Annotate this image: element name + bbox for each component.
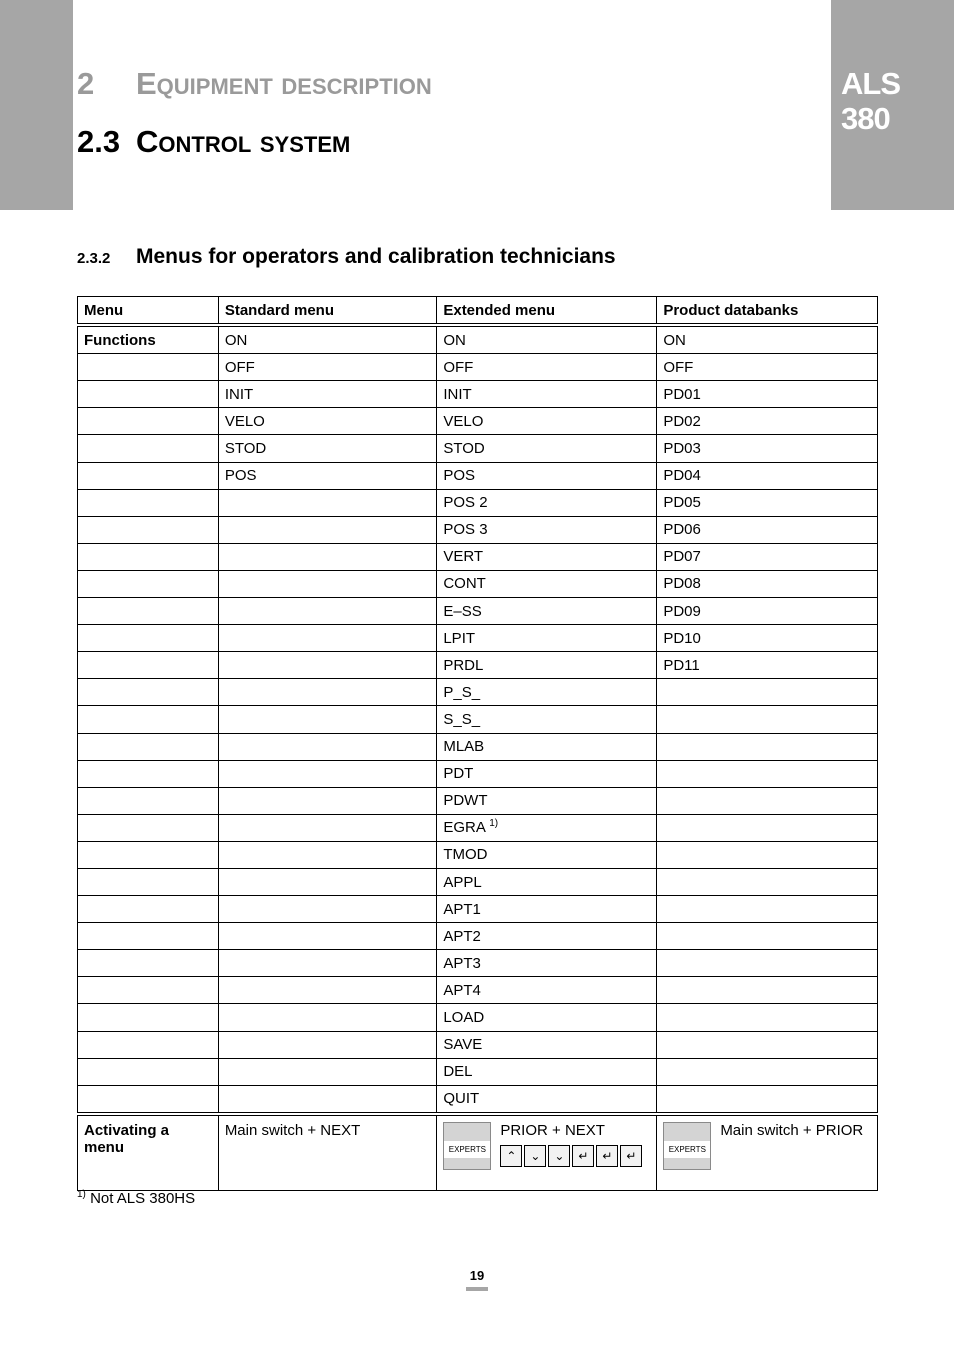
table-row — [78, 543, 878, 570]
databank-cell-text: PD06 — [663, 521, 701, 539]
databank-cell — [657, 679, 878, 706]
extended-menu-cell-text: PDWT — [443, 792, 488, 810]
standard-menu-cell — [218, 408, 437, 435]
standard-menu-cell-text: ON — [224, 331, 248, 349]
down-arrow-icon: ⌄ — [548, 1145, 570, 1167]
standard-menu-cell — [218, 923, 437, 950]
extended-menu-cell-text: LOAD — [443, 1008, 485, 1026]
standard-menu-cell-text: VELO — [224, 412, 265, 430]
extended-menu-cell-text: INIT — [443, 385, 472, 403]
extended-menu-cell-text: POS 2 — [443, 494, 488, 512]
extended-menu-cell-text: E–SS — [443, 602, 482, 620]
databank-cell — [657, 652, 878, 679]
extended-menu-cell — [437, 679, 657, 706]
table-row — [78, 1031, 878, 1058]
header-band-left — [0, 0, 73, 210]
table-row — [78, 868, 878, 895]
databank-cell — [657, 462, 878, 489]
databank-cell-text: ON — [663, 331, 686, 349]
extended-menu-cell-text: QUIT — [443, 1090, 480, 1108]
model-line-2: 380 — [841, 101, 890, 136]
extended-menu-cell-text: VERT — [443, 548, 484, 566]
extended-menu-cell — [437, 1031, 657, 1058]
extended-menu-cell-text: DEL — [443, 1063, 473, 1081]
extended-menu-cell-text: ON — [443, 331, 466, 349]
databank-cell-text: PD02 — [663, 412, 701, 430]
menu-cell — [78, 814, 219, 841]
activation-standard: Main switch + NEXT — [218, 1114, 437, 1191]
extended-menu-cell-text: APPL — [443, 873, 482, 891]
extended-menu-cell — [437, 760, 657, 787]
extended-menu-cell-text: EGRA — [443, 819, 486, 837]
standard-menu-cell — [218, 679, 437, 706]
databank-cell — [657, 841, 878, 868]
standard-menu-cell — [218, 543, 437, 570]
standard-menu-cell — [218, 733, 437, 760]
extended-menu-cell-text: S_S_ — [443, 710, 481, 728]
table-row — [78, 408, 878, 435]
subsection-heading — [77, 245, 616, 269]
standard-menu-cell — [218, 977, 437, 1004]
extended-menu-cell — [437, 1085, 657, 1114]
menu-cell — [78, 923, 219, 950]
extended-menu-cell — [437, 543, 657, 570]
header-menu: Menu — [78, 297, 219, 326]
databank-cell-text: PD09 — [663, 602, 701, 620]
menu-cell — [78, 652, 219, 679]
standard-menu-cell — [218, 1031, 437, 1058]
section-title: Control system — [136, 124, 351, 159]
standard-menu-cell-text: STOD — [224, 440, 267, 458]
standard-menu-cell-text: POS — [224, 467, 257, 485]
extended-menu-cell — [437, 814, 657, 841]
databank-cell — [657, 896, 878, 923]
databank-cell — [657, 543, 878, 570]
standard-menu-cell — [218, 354, 437, 381]
extended-menu-cell — [437, 381, 657, 408]
activation-databanks — [657, 1114, 878, 1191]
menu-cell — [78, 760, 219, 787]
table-row — [78, 462, 878, 489]
standard-menu-cell — [218, 625, 437, 652]
page-number-bar — [466, 1287, 488, 1291]
menu-cell — [78, 408, 219, 435]
databank-cell — [657, 760, 878, 787]
standard-menu-cell — [218, 570, 437, 597]
standard-menu-cell — [218, 787, 437, 814]
extended-menu-cell-text: VELO — [443, 412, 484, 430]
extended-menu-cell-text: LPIT — [443, 629, 476, 647]
table-row — [78, 733, 878, 760]
menu-cell — [78, 516, 219, 543]
menu-cell — [78, 1004, 219, 1031]
extended-menu-cell-text: APT3 — [443, 954, 481, 972]
down-arrow-icon: ⌄ — [524, 1145, 546, 1167]
table-row — [78, 354, 878, 381]
extended-menu-cell-text: POS — [443, 467, 476, 485]
menu-cell — [78, 679, 219, 706]
databank-cell — [657, 516, 878, 543]
table-row — [78, 625, 878, 652]
chapter-number: 2 — [77, 66, 95, 101]
table-row — [78, 706, 878, 733]
extended-menu-cell — [437, 625, 657, 652]
standard-menu-cell — [218, 896, 437, 923]
extended-menu-cell-text: P_S_ — [443, 683, 481, 701]
arrow-key-sequence — [500, 1145, 642, 1167]
extended-menu-cell-text: POS 3 — [443, 521, 488, 539]
extended-menu-cell-text: CONT — [443, 575, 486, 593]
databank-cell — [657, 1058, 878, 1085]
databank-cell-text: PD03 — [663, 440, 701, 458]
table-row — [78, 950, 878, 977]
databank-cell — [657, 1085, 878, 1114]
table-row — [78, 923, 878, 950]
menu-cell — [78, 733, 219, 760]
menu-cell — [78, 1058, 219, 1085]
extended-menu-cell-text: TMOD — [443, 846, 488, 864]
databank-cell — [657, 1004, 878, 1031]
menu-cell — [78, 570, 219, 597]
header-standard-menu: Standard menu — [218, 297, 437, 326]
databank-cell — [657, 814, 878, 841]
menu-cell — [78, 435, 219, 462]
databank-cell — [657, 923, 878, 950]
databank-cell — [657, 381, 878, 408]
extended-menu-cell — [437, 950, 657, 977]
standard-menu-cell — [218, 489, 437, 516]
standard-menu-cell — [218, 598, 437, 625]
table-row — [78, 841, 878, 868]
extended-menu-cell — [437, 516, 657, 543]
menu-cell — [78, 381, 219, 408]
footnote-text: Not ALS 380HS — [90, 1190, 196, 1207]
subsection-title: Menus for operators and calibration technicians — [136, 245, 616, 268]
extended-menu-cell — [437, 325, 657, 354]
extended-menu-cell — [437, 1058, 657, 1085]
model-line-1: ALS — [841, 66, 900, 101]
databank-cell — [657, 325, 878, 354]
extended-menu-cell — [437, 896, 657, 923]
databank-cell — [657, 354, 878, 381]
databank-cell-text: PD10 — [663, 629, 701, 647]
up-arrow-icon: ⌃ — [500, 1145, 522, 1167]
menu-cell-text: Functions — [84, 331, 156, 349]
extended-menu-cell-text: MLAB — [443, 738, 485, 756]
extended-menu-cell-text: SAVE — [443, 1036, 483, 1054]
databank-cell-text: PD07 — [663, 548, 701, 566]
databank-cell — [657, 435, 878, 462]
header-extended-menu: Extended menu — [437, 297, 657, 326]
databank-cell-text: PD01 — [663, 385, 701, 403]
extended-menu-cell — [437, 489, 657, 516]
standard-menu-cell — [218, 652, 437, 679]
subsection-number: 2.3.2 — [77, 250, 111, 267]
table-row — [78, 516, 878, 543]
menu-cell — [78, 1031, 219, 1058]
activation-databanks-text: Main switch + PRIOR — [720, 1121, 864, 1139]
databank-cell-text: PD11 — [663, 656, 700, 674]
menu-cell — [78, 489, 219, 516]
extended-menu-cell-text: APT4 — [443, 981, 481, 999]
menu-cell — [78, 325, 219, 354]
table-row — [78, 652, 878, 679]
activation-extended — [437, 1114, 657, 1191]
table-row — [78, 896, 878, 923]
standard-menu-cell-text: OFF — [224, 358, 255, 376]
standard-menu-cell — [218, 1058, 437, 1085]
activation-label: Activating a menu — [78, 1114, 219, 1191]
standard-menu-cell — [218, 706, 437, 733]
extended-menu-cell — [437, 1004, 657, 1031]
menu-cell — [78, 950, 219, 977]
table-row — [78, 977, 878, 1004]
table-row — [78, 381, 878, 408]
databank-cell — [657, 1031, 878, 1058]
databank-cell — [657, 733, 878, 760]
table-header-row — [78, 297, 878, 326]
footnote — [77, 1189, 195, 1207]
extended-menu-cell-text: PDT — [443, 765, 474, 783]
databank-cell-text: PD04 — [663, 467, 701, 485]
databank-cell — [657, 408, 878, 435]
table-row — [78, 760, 878, 787]
databank-cell — [657, 598, 878, 625]
standard-menu-cell-text: INIT — [224, 385, 254, 403]
extended-menu-cell — [437, 354, 657, 381]
extended-menu-cell — [437, 733, 657, 760]
standard-menu-cell — [218, 814, 437, 841]
databank-cell — [657, 868, 878, 895]
enter-key-icon: ↵ — [572, 1145, 594, 1167]
menu-cell — [78, 625, 219, 652]
extended-menu-cell — [437, 408, 657, 435]
footnote-mark: 1) — [77, 1189, 86, 1200]
databank-cell — [657, 625, 878, 652]
footnote-mark: 1) — [489, 818, 499, 830]
standard-menu-cell — [218, 1085, 437, 1114]
extended-menu-cell-text: STOD — [443, 440, 485, 458]
enter-key-icon: ↵ — [596, 1145, 618, 1167]
table-row — [78, 435, 878, 462]
menu-cell — [78, 1085, 219, 1114]
table-row — [78, 1085, 878, 1114]
databank-cell-text: OFF — [663, 358, 694, 376]
table-row — [78, 570, 878, 597]
extended-menu-cell-text: APT1 — [443, 900, 481, 918]
header-product-databanks: Product databanks — [657, 297, 878, 326]
standard-menu-cell — [218, 381, 437, 408]
menu-cell — [78, 543, 219, 570]
table-row — [78, 814, 878, 841]
extended-menu-cell — [437, 462, 657, 489]
menu-cell — [78, 896, 219, 923]
extended-menu-cell-text: APT2 — [443, 927, 481, 945]
databank-cell — [657, 977, 878, 1004]
menu-cell — [78, 706, 219, 733]
databank-cell — [657, 787, 878, 814]
experts-key-icon — [663, 1122, 711, 1170]
table-row — [78, 598, 878, 625]
extended-menu-cell — [437, 706, 657, 733]
table-row — [78, 325, 878, 354]
section-heading — [77, 124, 350, 160]
model-label — [841, 66, 951, 136]
menu-cell — [78, 354, 219, 381]
menu-cell — [78, 462, 219, 489]
experts-key-label: EXPERTS — [664, 1141, 710, 1158]
page-number: 19 — [469, 1268, 485, 1283]
menu-cell — [78, 787, 219, 814]
extended-menu-cell — [437, 652, 657, 679]
standard-menu-cell — [218, 325, 437, 354]
extended-menu-cell — [437, 570, 657, 597]
standard-menu-cell — [218, 1004, 437, 1031]
databank-cell — [657, 489, 878, 516]
standard-menu-cell — [218, 760, 437, 787]
menu-table — [77, 296, 878, 1191]
section-number: 2.3 — [77, 124, 121, 159]
standard-menu-cell — [218, 516, 437, 543]
extended-menu-cell — [437, 841, 657, 868]
extended-menu-cell — [437, 868, 657, 895]
databank-cell-text: PD08 — [663, 575, 701, 593]
chapter-heading — [77, 66, 432, 102]
standard-menu-cell — [218, 868, 437, 895]
extended-menu-cell — [437, 598, 657, 625]
experts-key-icon — [443, 1122, 491, 1170]
databank-cell — [657, 570, 878, 597]
standard-menu-cell — [218, 841, 437, 868]
menu-cell — [78, 868, 219, 895]
extended-menu-cell — [437, 435, 657, 462]
activation-row — [78, 1114, 878, 1191]
menu-cell — [78, 598, 219, 625]
databank-cell — [657, 950, 878, 977]
extended-menu-cell-text: PRDL — [443, 656, 484, 674]
standard-menu-cell — [218, 950, 437, 977]
extended-menu-cell — [437, 787, 657, 814]
standard-menu-cell — [218, 462, 437, 489]
table-row — [78, 1004, 878, 1031]
experts-key-label: EXPERTS — [444, 1141, 490, 1158]
menu-cell — [78, 977, 219, 1004]
extended-menu-cell — [437, 977, 657, 1004]
menu-cell — [78, 841, 219, 868]
chapter-title: Equipment description — [136, 66, 432, 101]
table-row — [78, 489, 878, 516]
extended-menu-cell-text: OFF — [443, 358, 474, 376]
databank-cell-text: PD05 — [663, 494, 701, 512]
databank-cell — [657, 706, 878, 733]
table-row — [78, 1058, 878, 1085]
enter-key-icon: ↵ — [620, 1145, 642, 1167]
table-row — [78, 787, 878, 814]
standard-menu-cell — [218, 435, 437, 462]
activation-extended-text: PRIOR + NEXT — [500, 1121, 605, 1139]
extended-menu-cell — [437, 923, 657, 950]
table-row — [78, 679, 878, 706]
